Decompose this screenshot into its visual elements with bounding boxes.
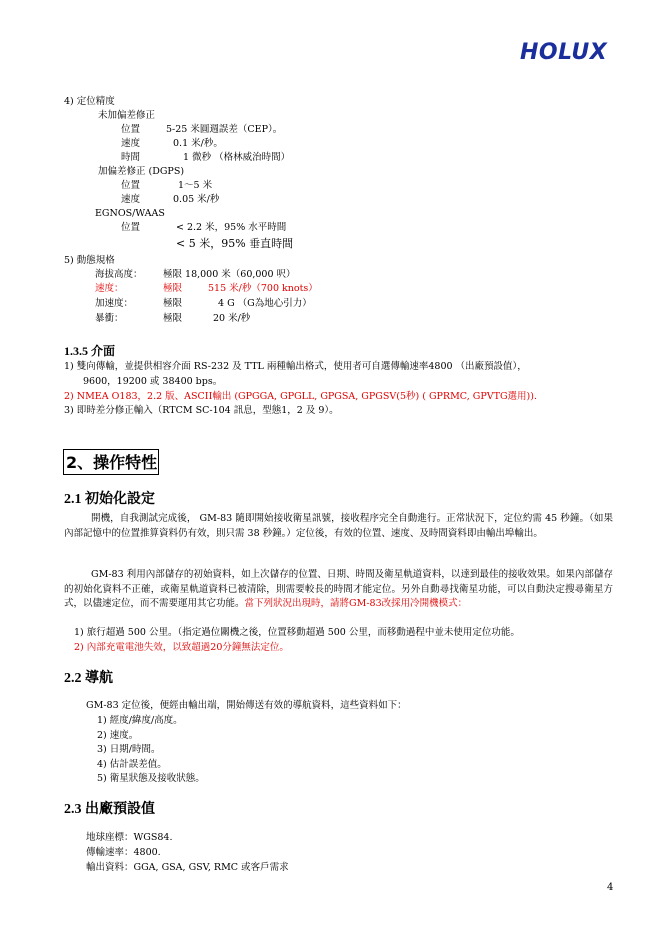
section-2-heading: 2、操作特性 [63,449,159,475]
section-2-1-heading: 2.1 初始化設定 [64,492,155,507]
init-paragraph-1: 開機，自我測試完成後， GM-83 隨即開始接收衛星訊號，接收程序完全自動進行。正常狀況下，定位約需 45 秒鐘。（如果內部記憶中的位置推算資料仍有效，則只需 38 秒鐘。）定位後，有效的位置、速度、及時間資料即由輸出埠輸出。 [64,513,613,539]
position2-value: 1～5 米 [178,180,213,191]
interface-item-1: 1) 雙向傳輸，並提供相容介面 RS-232 及 TTL 兩種輸出格式，使用者可自選傳輸速率4800 （出廠預設值）， [64,361,527,372]
velocity2-label: 速度 [121,194,141,205]
cold-start-item-2: 2) 內部充電電池失效，以致超過20分鐘無法定位。 [74,642,289,653]
altitude-label: 海拔高度： [95,269,143,280]
velocity-value: 0.1 米/秒。 [173,138,223,149]
init-paragraph-2-text: GM-83 利用內部儲存的初始資料，如上次儲存的位置、日期、時間及衛星軌道資料，以達到最佳的接收效果。如果內部儲存的初始化資料不正確，或衛星軌道資料已被清除，則需要較長的時間才能定位。另外自動尋找衛星功能，可以自動決定搜尋衛星方式，以儘速定位，而不需要運用其它功能。 [64,569,613,609]
jerk-value: 20 米/秒 [213,313,251,324]
holux-logo: HOLUX [520,40,608,65]
navigation-item: 1) 經度/緯度/高度。 [97,715,183,726]
position2-label: 位置 [121,180,141,191]
navigation-item: 4) 估計誤差值。 [97,759,167,770]
dgps-label: 加偏差修正 (DGPS) [98,166,185,177]
page-number: 4 [607,882,614,893]
acceleration-value: 4 G （G為地心引力） [218,298,312,309]
speed-value: 515 米/秒（700 knots） [208,283,318,294]
cold-start-item-1: 1) 旅行超過 500 公里。（指定過位關機之後，位置移動超過 500 公里，而移動過程中並未使用定位功能。 [74,627,520,638]
section-2-3-heading: 2.3 出廠預設值 [64,802,155,817]
position3-label: 位置 [121,222,141,233]
time-label: 時間 [121,152,141,163]
time-value: 1 微秒 （格林威治時間） [183,152,291,163]
egnos-label: EGNOS/WAAS [95,208,165,219]
altitude-value: 極限 18,000 米（60,000 呎） [163,269,296,280]
section-2-2-heading: 2.2 導航 [64,671,113,686]
velocity2-value: 0.05 米/秒 [173,194,220,205]
interface-item-1-cont: 9600，19200 或 38400 bps。 [83,376,223,387]
default-output-data: 輸出資料：GGA, GSA, GSV, RMC 或客戶需求 [86,862,289,873]
acceleration-label: 加速度： [95,298,134,309]
speed-label: 速度： [95,283,124,294]
navigation-item: 3) 日期/時間。 [97,744,161,755]
speed-limit: 極限 [163,283,183,294]
jerk-limit: 極限 [163,313,183,324]
default-datum: 地球座標：WGS84. [86,832,173,843]
accuracy-title: 4) 定位精度 [64,96,115,107]
navigation-item: 2) 速度。 [97,730,139,741]
velocity-label: 速度 [121,138,141,149]
interface-item-3: 3) 即時差分修正輸入（RTCM SC-104 訊息，型態1，2 及 9）。 [64,405,339,416]
acceleration-limit: 極限 [163,298,183,309]
init-paragraph-2 [64,568,613,612]
interface-item-2: 2) NMEA O183，2.2 版、ASCII輸出 (GPGGA, GPGLL, GPGSA, GPGSV(5秒) ( GPRMC, GPVTG選用)). [64,391,537,402]
dynamics-title: 5) 動態規格 [64,255,115,266]
default-baud-rate: 傳輸速率：4800. [86,847,161,858]
navigation-intro: GM-83 定位後，便經由輸出端，開始傳送有效的導航資料，這些資料如下： [86,700,407,711]
interface-heading: 1.3.5 介面 [64,344,116,358]
position3-horizontal: < 2.2 米，95% 水平時間 [176,222,287,233]
position-label: 位置 [121,124,141,135]
position3-vertical: < 5 米，95% 垂直時間 [176,237,294,250]
no-correction-label: 未加偏差修正 [98,110,156,121]
position-value: 5-25 米圓週誤差（CEP）。 [166,124,283,135]
jerk-label: 暴衝： [95,313,124,324]
cold-start-note: 當下列狀況出現時，請將GM-83改採用冷開機模式： [244,598,468,609]
navigation-item: 5) 衛星狀態及接收狀態。 [97,773,205,784]
